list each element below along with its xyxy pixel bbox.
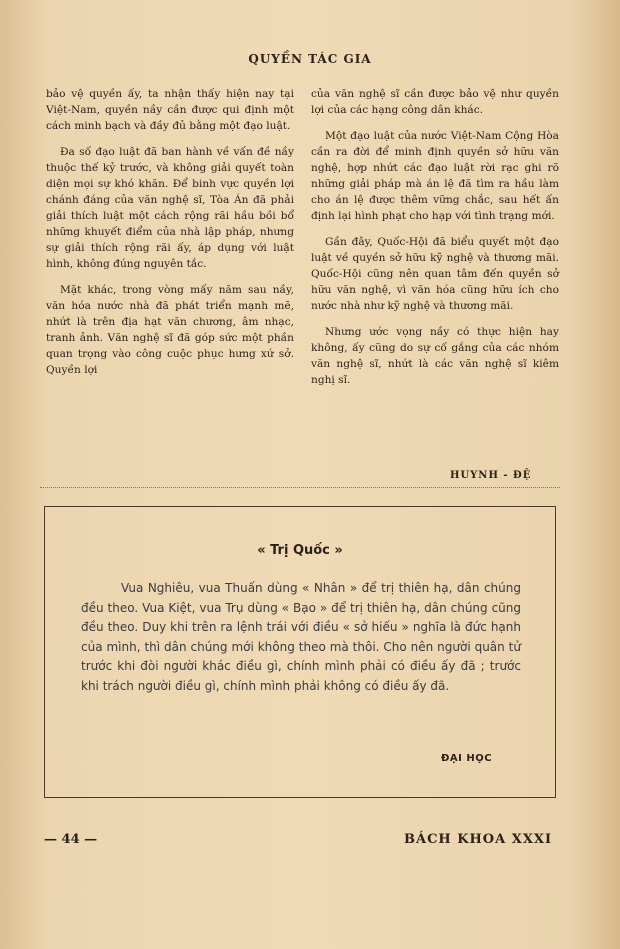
right-paragraph-3: Gần đây, Quốc-Hội đã biểu quyết một đạo luật về quyền sở hữu kỹ nghệ và thương mãi. Quốc-Hội cũng nên quan tâm đến quyền sở hữu văn nghệ, vì văn hóa cũng hữu ích cho nước nhà như kỹ nghệ và thương mãi.	[311, 236, 559, 312]
left-paragraph-3: Mặt khác, trong vòng mấy năm sau nầy, văn hóa nước nhà đã phát triển mạnh mẽ, nhứt là trên địa hạt văn chương, âm nhạc, tranh ảnh. Văn nghệ sĩ đã góp sức một phần quan trọng vào công cuộc phục hưng xứ sở. Quyền lợi	[46, 284, 294, 376]
right-column	[311, 86, 559, 398]
left-column	[46, 86, 294, 388]
quote-box-source: ĐẠI HỌC	[441, 753, 493, 764]
article-author: HUYNH - ĐỆ	[450, 470, 532, 481]
quote-box-title: « Trị Quốc »	[257, 543, 343, 558]
right-paragraph-4: Nhưng ước vọng nầy có thực hiện hay không, ấy cũng do sự cố gắng của các nhóm văn nghệ sĩ, nhứt là các văn nghệ sĩ kiêm nghị sĩ.	[311, 326, 559, 386]
magazine-name: BÁCH KHOA XXXI	[404, 832, 553, 847]
left-paragraph-1: bảo vệ quyền ấy, ta nhận thấy hiện nay tại Việt-Nam, quyền nầy cần được qui định một cách minh bạch và đầy đủ bằng một đạo luật.	[46, 88, 294, 132]
dotted-divider	[40, 487, 560, 488]
page-header-title: QUYỀN TÁC GIA	[248, 52, 372, 66]
right-paragraph-1: của văn nghệ sĩ cần được bảo vệ như quyền lợi của các hạng công dân khác.	[311, 88, 559, 116]
left-paragraph-2: Đa số đạo luật đã ban hành về vấn đề nầy thuộc thế kỷ trước, và không giải quyết toàn diện mọi sự khó khăn. Để binh vực quyền lợi chánh đáng của văn nghệ sĩ, Tòa Án đã phải giải thích luật một cách rộng rãi hầu bồi bổ những khuyết điểm của nhà lập pháp, nhưng sự giải thích rộng rãi ấy, áp dụng với luật hình, không đúng nguyên tắc.	[46, 146, 294, 270]
right-paragraph-2: Một đạo luật của nước Việt-Nam Cộng Hòa cần ra đời để minh định quyền sở hữu văn nghệ, hợp nhứt các đạo luật rời rạc ghi rõ những giải pháp mà án lệ đã tìm ra hầu làm cho án lệ được thêm vững chắc, sau hết ấn định lại hình phạt cho hạp với tình trạng mới.	[311, 130, 559, 222]
quote-box-text: Vua Nghiêu, vua Thuấn dùng « Nhân » để trị thiên hạ, dân chúng đều theo. Vua Kiệt, vua Trụ dùng « Bạo » để trị thiên hạ, dân chúng cũng đều theo. Duy khi trên ra lệnh trái với điều « sở hiếu » nghĩa là đức hạnh của mình, thì dân chúng mới không theo mà thôi. Cho nên người quân tử trước khi đòi người khác điều gì, chính mình phải có điều ấy đã ; trước khi trách người điều gì, chính mình phải không có điều ấy đã.	[81, 581, 521, 693]
page-number: — 44 —	[44, 832, 98, 847]
quote-box	[44, 506, 556, 798]
